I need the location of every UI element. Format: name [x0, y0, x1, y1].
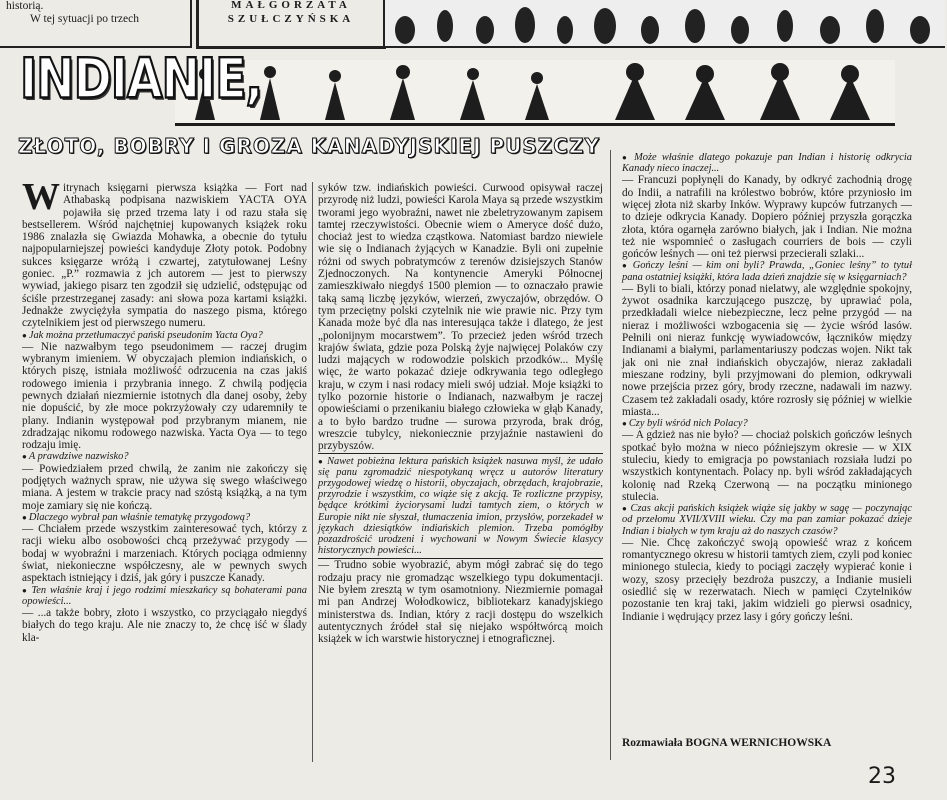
paragraph-text: — Byli to biali, którzy ponad nielatwy, ale względnie spokojny, żywot osadnika karczującego puszczę, by uprawiać pola, przedkładali wielce niebezpieczne, lecz pełne przygód — na nieraz i możliwości wzbogacenia się — życie wśród lasów. Pełnili oni nieraz funkcję wywiadowców, łączników między Indianami a białymi, parlamentariuszy podczas wojen. Nikt tak jak oni nie znał indiańskich obyczajów, nieraz zakładali mieszane rodziny, byli przyjmowani do plemion, odkrywali nowe przejścia przez góry, brody rzeczne, nadawali im nazwy. Czasem też zakładali osady, które rozrosły się później w wielkie miasta...	[622, 282, 912, 418]
interview-question	[622, 418, 912, 429]
paragraph-text: — Trudno sobie wyobrazić, abym mógł zabrać się do tego rodzaju pracy nie gromadząc wszelkiego typu dokumentacji. Nie byłem zresztą w tym osamotniony. Niezmiernie pomagał mi pan Andrzej Wołodkowicz, bibliotekarz kanadyjskiego ministerstwa ds. Indian, który z racji dostępu do wszelkich autentycznych źródeł stał się niejako współtwórcą moich książek w ich warstwie historycznej i etnograficznej.	[318, 559, 603, 646]
page-number: 23	[868, 764, 896, 789]
interview-question	[622, 503, 912, 537]
paragraph-text: Może właśnie dlatego pokazuje pan Indian i historię odkrycia Kanady nieco inaczej...	[622, 152, 913, 175]
column-3	[622, 152, 912, 623]
interview-paragraph	[22, 523, 307, 584]
article-subtitle: ZŁOTO, BOBRY I GROZA KANADYJSKIEJ PUSZCZY	[18, 134, 600, 158]
interview-paragraph	[22, 463, 307, 512]
paragraph-text: syków tzw. indiańskich powieści. Curwood opisywał raczej przyrodę niż ludzi, powieści Karola Maya są przede wszystkim tworami jego wyobraźni, nawet nie zbeletryzowanym zapisem tamtej rzeczywistości. Obecnie wiem o Ameryce dość dużo, chociaż jest to wiedza cząstkowa. Natomiast bardzo niewiele wie się o Indianach żyjących w Kanadzie. Byli oni zupełnie różni od swych pobratymców z terenów dzisiejszych Stanów Zjednoczonych. Na kontynencie Ameryki Północnej zamieszkiwało niegdyś 1500 plemion — to oznaczało prawie taką samą liczbę języków, wierzeń, zwyczajów, obrzędów. O tym przeciętny polski czytelnik nie wie prawie nic. Przy tym Kanada może być dla nas interesująca także i dlatego, że jest „polonijnym mocarstwem”. To przecież jeden wśród trzech krajów świata, gdzie poza Polską żyje najwięcej Polaków czy ludzi mających w rodowodzie polskich przodków... Myślę więc, że warto pokazać dzieje odkrywania tego odległego kraju, w czym i nasi rodacy mieli swój udział. Moje książki to tylko pozornie historie o Indianach, nazwałbym je raczej opowieściami o przenikaniu białego człowieka w głąb Kanady, a to było bardzo trudne — surowa przyroda, brak dróg, wreszcie tubylcy, niekoniecznie przyjaźnie nastawieni do przybyszów.	[318, 182, 603, 453]
interview-paragraph	[622, 429, 912, 503]
paragraph-text: Jak można przetłumaczyć pański pseudonim Yacta Oya?	[28, 329, 263, 341]
interview-paragraph	[622, 537, 912, 623]
interview-paragraph	[22, 341, 307, 452]
intro-line-1: historią.	[6, 0, 44, 12]
column-divider-1	[312, 182, 313, 762]
interview-question	[22, 451, 307, 462]
column-1	[22, 176, 307, 644]
paragraph-text: Dlaczego wybrał pan właśnie tematykę przygodową?	[28, 511, 251, 523]
dancers-illustration	[385, 0, 945, 48]
author-last-name: SZUŁCZYŃSKA	[227, 13, 355, 25]
paragraph-text: — ...a także bobry, złoto i wszystko, co przyciągało niegdyś białych do tego kraju. Ale nie znaczy to, że chcę iść w ślady kla-	[22, 606, 307, 644]
interview-question	[22, 585, 307, 607]
interview-paragraph	[318, 559, 603, 645]
interview-paragraph	[622, 174, 912, 260]
paragraph-text: Gończy leśni — kim oni byli? Prawda, „Goniec leśny” to tytuł pana ostatniej książki, która lada dzień znajdzie się w księgarniach?	[622, 260, 912, 283]
author-first-name: MAŁGORZATA	[231, 0, 351, 11]
interviewer-signature: Rozmawiała BOGNA WERNICHOWSKA	[622, 737, 832, 749]
paragraph-text: — Chciałem przede wszystkim zainteresować tych, którzy z racji wieku albo osobowości chcą przeżywać przygody — bodaj w wyobraźni i marzeniach. Których pociąga odmienny świat, niekonieczne współczesny, ale w pewnych swych aspektach istniejący i dziś, jak góry i puszcze Kanady.	[22, 523, 307, 585]
paragraph-text: Czas akcji pańskich książek wiąże się jakby w sagę — poczynając od przełomu XVII/XVIII wieku. Czy ma pan zamiar pokazać dzieje Indian i białych w tym kraju aż do naszych czasów?	[622, 503, 912, 537]
paragraph-text: — Nie nazwałbym tego pseudonimem — raczej drugim wybranym imieniem. W obyczajach plemion indiańskich, o których piszę, istniała możliwość odrzucenia na czas jakiś rodowego imienia i przybrania innego. Z chwilą podjęcia pewnych działań niezmiernie istotnych dla danej osoby, żeby nie dopuścić, by złe moce pokrzyżowały czy udaremniły te plany. Indianin występował pod przybranym mianem, nie zdradzając nikomu rodowego nazwiska. Yacta Oya — to tego rodzaju imię.	[22, 340, 307, 452]
interview-paragraph	[22, 176, 307, 330]
interview-question	[22, 512, 307, 523]
paragraph-text: Nawet pobieżna lektura pańskich książek nasuwa myśl, że udało się panu zgromadzić niespotykaną wręcz u autorów literatury przygodowej wiedzę o historii, obyczajach, obrzędach, krajobrazie, przyrodzie i wszystkim, co wiąże się z akcją. Te rozliczne przypisy, będące krótkimi życiorysami ludzi tamtych ziem, o których w Europie nikt nie słyszał, tłumaczenia imion, przysłów, porzekadeł w językach dziesiątków indiańskich plemion. Trzeba pomógłby pozazdrościć urodzeni i wychowani w Nowym Świecie klasycy historycznych powieści...	[318, 455, 603, 557]
paragraph-text: — Nie. Chcę zakończyć swoją opowieść wraz z końcem romantycznego okresu w historii tamtych ziem, czyli pod koniec minionego stulecia, kiedy to pociągi zaczęły wypierać konie i wozy, szosy przecięły bezdroża puszczy, a Indianie musieli osiedlić się w rezerwatach. Niech w pamięci Czytelników pozostanie ten kraj taki, jakim widzieli go pierwsi osadnicy, Indianie i wędrujący przez lasy i góry gończy leśni.	[622, 536, 912, 623]
figures-strip-illustration	[175, 60, 895, 126]
interview-paragraph	[622, 283, 912, 418]
interview-paragraph	[22, 607, 307, 644]
author-box	[196, 0, 386, 49]
column-divider-2	[610, 150, 611, 760]
intro-line-2: W tej sytuacji po trzech	[30, 13, 139, 25]
interview-question	[22, 330, 307, 341]
column-2	[318, 182, 603, 645]
paragraph-text: A prawdziwe nazwisko?	[28, 451, 129, 463]
interview-question	[622, 152, 912, 174]
paragraph-text: Ten właśnie kraj i jego rodzimi mieszkańcy są bohaterami pana opowieści...	[22, 584, 307, 607]
drop-cap: W	[22, 176, 60, 218]
interview-paragraph	[318, 182, 603, 453]
previous-article-fragment	[0, 0, 192, 48]
paragraph-text: Czy byli wśród nich Polacy?	[628, 418, 748, 430]
interview-question	[318, 453, 603, 560]
interview-question	[622, 260, 912, 282]
paragraph-text: itrynach księgarni pierwsza książka — Fort nad Athabaską podpisana nazwiskiem YACTA OYA pojawiła się przed trzema laty i od razu stała się bestsellerem. Wśród najchętniej kupowanych książek roku 1986 znalazła się Gwiazda Mohawka, a obecnie do tytułu najpopularniejszej powieści kandyduje Złoty potok. Podobny sukces księgarze wróżą i czwartej, zatytułowanej Leśny goniec. „P.” rozmawia z jch autorem — jest to pierwszy wywiad, jakiego pisarz ten zgodził się udzielić, odstępując od ściśle przestrzeganej zasady: ani słowa poza kartami książki. Jednakże zwyciężyła sympatia do naszego pisma, którego czytelnikiem jest od pierwszego numeru.	[22, 182, 307, 330]
paragraph-text: — A gdzież nas nie było? — chociaż polskich gończów leśnych spotkać było można w nieco późniejszym okresie — w XIX stuleciu, kiedy to emigracja po powstaniach rozsiała ludzi po wszystkich kontynentach. Polacy np. byli wśród zakładających kolonię nad Rzeką Czerwoną — na początku minionego stulecia.	[622, 429, 912, 503]
article-title: INDIANIE,	[20, 46, 263, 111]
paragraph-text: — Francuzi popłynęli do Kanady, by odkryć zachodnią drogę do Indii, a natrafili na królestwo bobrów, które przyniosło im więcej złota niż skarby Inków. Wyprawy kupców futrzanych — to dzieje odkrycia Kanady. Dopiero później przyszła gorączka złota, która ogarnęła zarówno białych, jak i Indian. Nie można też nie wspomnieć o zasługach courriers de bois — czyli gońców leśnych — oni też pierwsi przecierali szlaki...	[622, 174, 912, 261]
paragraph-text: — Powiedziałem przed chwilą, że zanim nie zakończy się podjętych ważnych spraw, nie używa się swego właściwego miana. A jestem w trakcie pracy nad szóstą książką, a na tym moje zamiary się nie kończą.	[22, 462, 307, 512]
